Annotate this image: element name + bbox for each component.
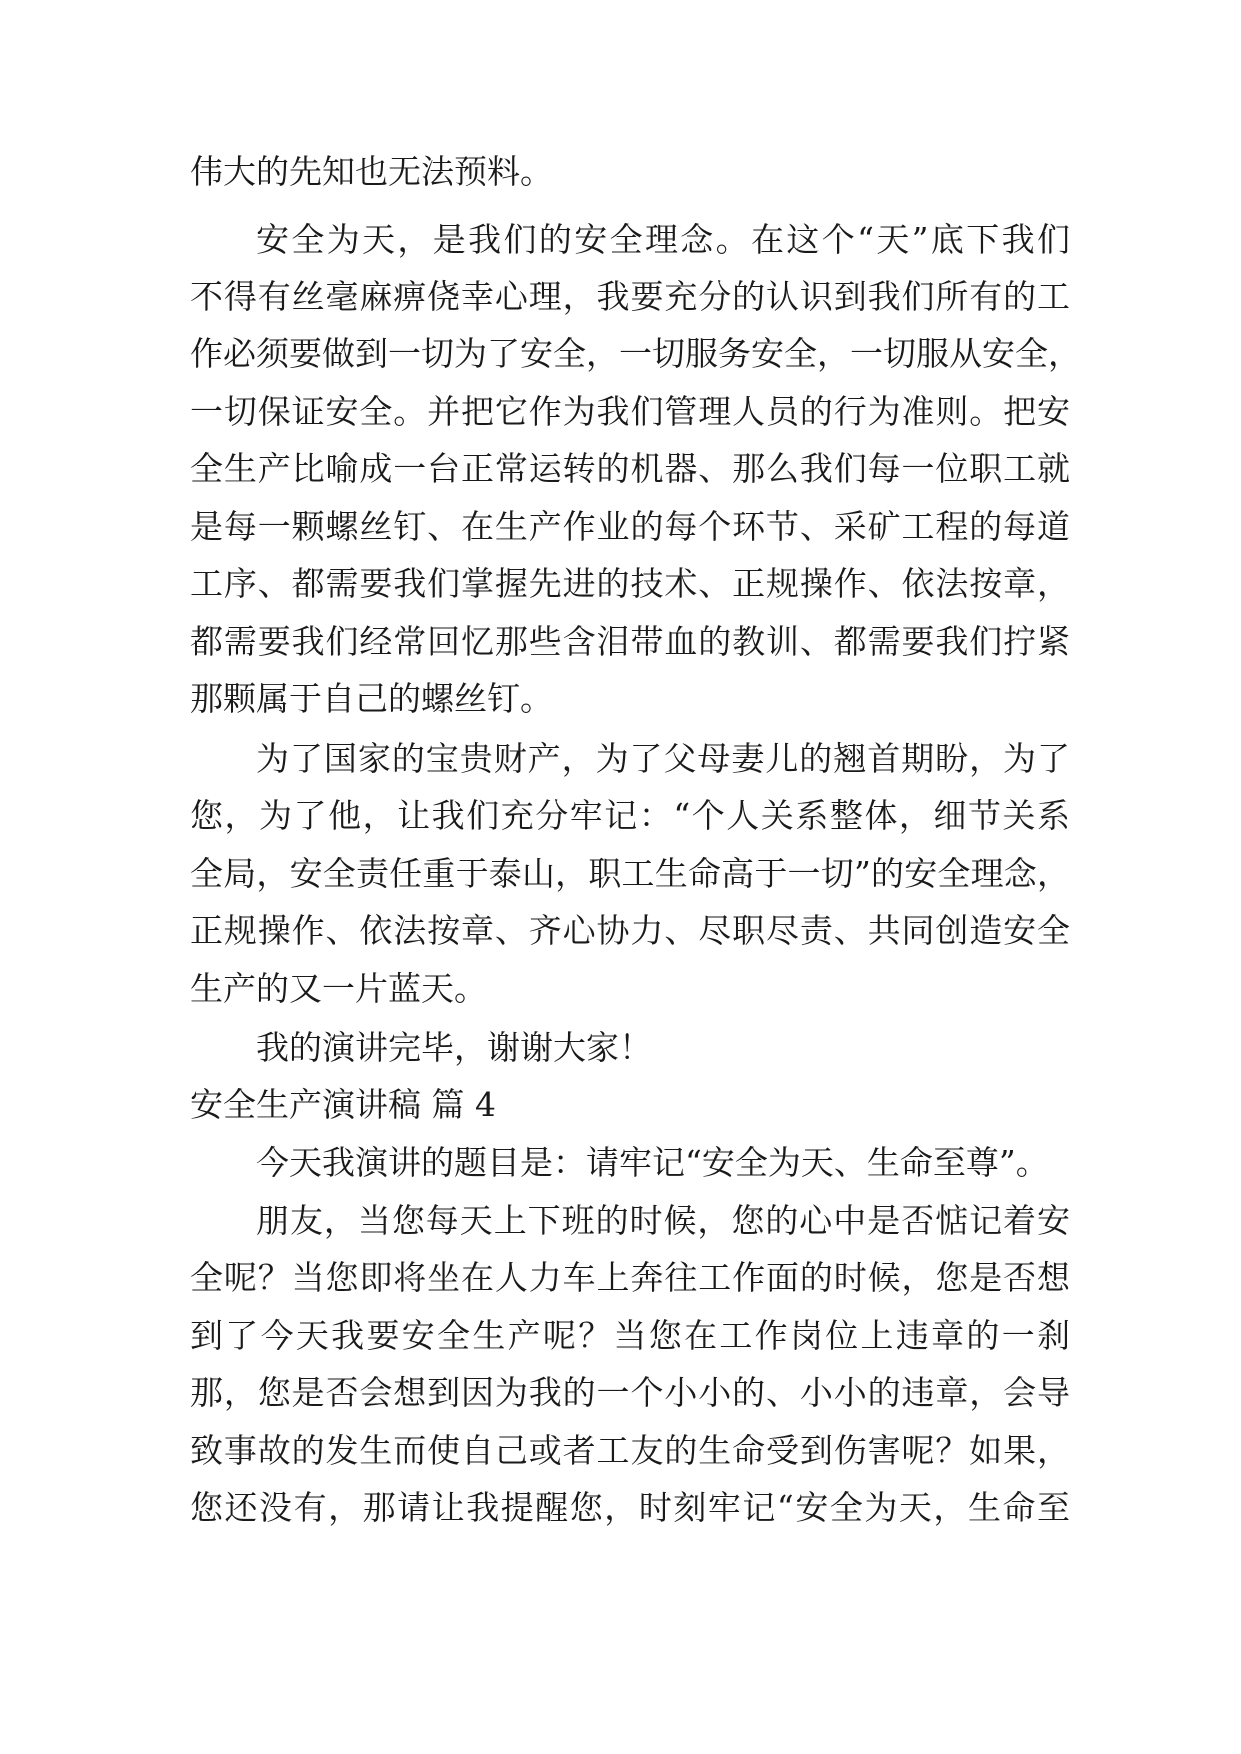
- text-line: 全呢？当您即将坐在人力车上奔往工作面的时候，您是否想: [190, 1258, 1070, 1297]
- paragraph-first-line: 安全为天，是我们的安全理念。在这个“天”底下我们: [256, 220, 1070, 259]
- text-line: 全生产比喻成一台正常运转的机器、那么我们每一位职工就: [190, 449, 1070, 488]
- text-line: 正规操作、依法按章、齐心协力、尽职尽责、共同创造安全: [190, 911, 1070, 950]
- text-line: 工序、都需要我们掌握先进的技术、正规操作、依法按章，: [190, 564, 1070, 603]
- text-line: 全局，安全责任重于泰山，职工生命高于一切”的安全理念，: [190, 854, 1070, 893]
- section-heading: 安全生产演讲稿 篇 4: [190, 1085, 496, 1124]
- text-line: 都需要我们经常回忆那些含泪带血的教训、都需要我们拧紧: [190, 622, 1070, 661]
- text-line: 是每一颗螺丝钉、在生产作业的每个环节、采矿工程的每道: [190, 507, 1070, 546]
- text-line: 不得有丝毫麻痹侥幸心理，我要充分的认识到我们所有的工: [190, 277, 1070, 316]
- paragraph-first-line: 我的演讲完毕，谢谢大家！: [256, 1028, 652, 1067]
- text-line: 一切保证安全。并把它作为我们管理人员的行为准则。把安: [190, 392, 1070, 431]
- paragraph-first-line: 朋友，当您每天上下班的时候，您的心中是否惦记着安: [256, 1201, 1070, 1240]
- text-line: 到了今天我要安全生产呢？当您在工作岗位上违章的一刹: [190, 1316, 1070, 1355]
- text-line: 那，您是否会想到因为我的一个小小的、小小的违章，会导: [190, 1373, 1070, 1412]
- text-line: 作必须要做到一切为了安全，一切服务安全，一切服从安全，: [190, 334, 1081, 373]
- text-line: 您，为了他，让我们充分牢记：“个人关系整体，细节关系: [190, 796, 1070, 835]
- text-line: 您还没有，那请让我提醒您，时刻牢记“安全为天，生命至: [190, 1488, 1070, 1527]
- text-line: 生产的又一片蓝天。: [190, 969, 487, 1008]
- text-line: 伟大的先知也无法预料。: [190, 152, 553, 191]
- text-line: 那颗属于自己的螺丝钉。: [190, 679, 553, 718]
- paragraph-first-line: 为了国家的宝贵财产，为了父母妻儿的翘首期盼，为了: [256, 739, 1070, 778]
- paragraph-first-line: 今天我演讲的题目是：请牢记“安全为天、生命至尊”。: [256, 1143, 1049, 1182]
- text-line: 致事故的发生而使自己或者工友的生命受到伤害呢？如果，: [190, 1431, 1070, 1470]
